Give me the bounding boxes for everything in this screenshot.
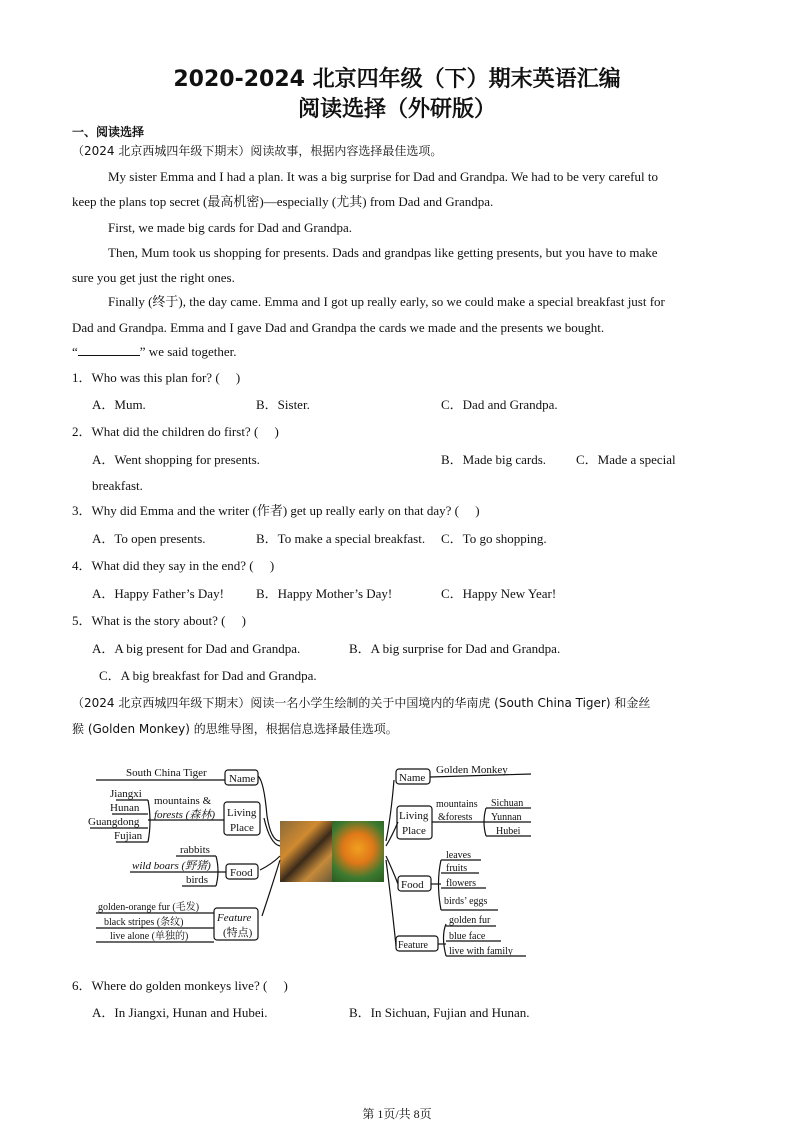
mm-right-feature-label: Feature — [398, 940, 428, 951]
mm-mplace-sichuan: Sichuan — [491, 798, 524, 809]
mm-mfeature-face: blue face — [449, 931, 486, 942]
mm-left-branch-living — [264, 818, 280, 846]
mm-mplace-hubei: Hubei — [496, 826, 521, 837]
question-1: 1．Who was this plan for? ( ) — [72, 370, 241, 385]
mm-left-living-label1: Living — [227, 807, 257, 819]
answer-blank — [78, 343, 140, 356]
q4-option-c: C．Happy New Year! — [441, 586, 557, 601]
mm-place-guangdong: Guangdong — [88, 816, 140, 828]
mm-place-fujian: Fujian — [114, 830, 143, 842]
mm-mfeature-family: live with family — [449, 946, 513, 957]
passage1-paragraph3-cont: sure you get just the right ones. — [72, 270, 235, 285]
quote-tail: ” we said together. — [139, 344, 237, 359]
passage1-quote-line — [72, 343, 237, 361]
question-3: 3．Why did Emma and the writer (作者) get up really early on that day? ( ) — [72, 503, 480, 518]
mm-right-food-label: Food — [401, 879, 424, 891]
q4-option-b: B．Happy Mother’s Day! — [256, 586, 393, 601]
mm-bracket-food — [216, 856, 218, 886]
q6-option-b: B．In Sichuan, Fujian and Hunan. — [349, 1005, 530, 1020]
mm-right-living-label2: Place — [402, 825, 426, 837]
mm-mfeature-fur: golden fur — [449, 915, 491, 926]
mm-mhabitat-2: &forests — [438, 812, 473, 823]
mm-left-name-label: Name — [229, 773, 256, 785]
q1-option-b: B．Sister. — [256, 397, 310, 412]
passage1-paragraph4-cont: Dad and Grandpa. Emma and I gave Dad and Grandpa the cards we made and the presents we bought. — [72, 320, 605, 335]
question-5: 5．What is the story about? ( ) — [72, 613, 247, 628]
document-title: 2020-2024 北京四年级（下）期末英语汇编 — [173, 67, 621, 92]
mm-habitat-1: mountains & — [154, 795, 212, 807]
mm-left-branch-name — [258, 776, 280, 841]
mm-feature-alone: live alone (单独的) — [110, 931, 189, 942]
q3-option-c: C．To go shopping. — [441, 531, 547, 546]
section-heading: 一、阅读选择 — [72, 125, 145, 139]
mm-left-branch-feature — [262, 860, 280, 916]
document-subtitle: 阅读选择（外研版） — [297, 97, 496, 122]
mm-left-food-label: Food — [230, 867, 253, 879]
question-4: 4．What did they say in the end? ( ) — [72, 558, 275, 573]
passage2-source-cont: 猴 (Golden Monkey) 的思维导图，根据信息选择最佳选项。 — [72, 722, 398, 736]
mm-feature-fur: golden-orange fur (毛发) — [98, 902, 200, 913]
passage1-paragraph1: My sister Emma and I had a plan. It was a big surprise for Dad and Grandpa. We had to be very careful to — [108, 169, 658, 184]
mm-mplace-yunnan: Yunnan — [491, 812, 522, 823]
mm-right-branch-feature — [386, 860, 396, 946]
passage2-source: （2024 北京西城四年级下期末）阅读一名小学生绘制的关于中国境内的华南虎 (South China Tiger) 和金丝 — [72, 696, 651, 710]
q2-option-c: C．Made a special — [576, 452, 676, 467]
q3-option-a: A．To open presents. — [92, 531, 206, 546]
mm-bracket-mfeature — [444, 924, 447, 956]
q1-option-c: C．Dad and Grandpa. — [441, 397, 558, 412]
mm-mhabitat-1: mountains — [436, 799, 478, 810]
mm-place-hunan: Hunan — [110, 802, 140, 814]
mm-habitat-2: forests (森林) — [154, 809, 216, 821]
page-footer: 第 1页/共 8页 — [362, 1107, 432, 1121]
q5-option-c: C．A big breakfast for Dad and Grandpa. — [99, 668, 317, 683]
mm-place-jiangxi: Jiangxi — [110, 788, 142, 800]
mm-bracket-mfood — [439, 860, 442, 910]
mm-food-rabbits: rabbits — [180, 844, 210, 856]
mm-mfood-eggs: birds’ eggs — [444, 896, 488, 907]
open-quote: “ — [72, 344, 78, 359]
passage1-paragraph2: First, we made big cards for Dad and Grandpa. — [108, 220, 353, 235]
mm-mfood-flowers: flowers — [446, 878, 476, 889]
mm-right-living-label1: Living — [399, 810, 429, 822]
mm-mfood-leaves: leaves — [446, 850, 471, 861]
mm-food-birds: birds — [186, 874, 208, 886]
q5-option-a: A．A big present for Dad and Grandpa. — [92, 641, 301, 656]
mm-feature-stripes: black stripes (条纹) — [104, 917, 184, 928]
q2-option-c-cont: breakfast. — [92, 478, 143, 493]
mm-mfood-fruits: fruits — [446, 863, 468, 874]
passage1-source: （2024 北京西城四年级下期末）阅读故事，根据内容选择最佳选项。 — [72, 144, 443, 158]
q1-option-a: A．Mum. — [92, 397, 146, 412]
passage1-paragraph4: Finally (终于), the day came. Emma and I got up really early, so we could make a special breakfast just for — [108, 294, 665, 309]
q3-option-b: B．To make a special breakfast. — [256, 531, 426, 546]
mm-bracket-places — [148, 800, 150, 842]
mm-monkey-name: Golden Monkey — [436, 764, 508, 776]
q5-option-b: B．A big surprise for Dad and Grandpa. — [349, 641, 561, 656]
mm-food-wildboars: wild boars (野猪) — [132, 860, 211, 872]
question-6: 6．Where do golden monkeys live? ( ) — [72, 978, 288, 993]
passage1-paragraph3: Then, Mum took us shopping for presents. Dads and grandpas like getting presents, but you have to make — [108, 245, 658, 260]
q2-option-b: B．Made big cards. — [441, 452, 547, 467]
mm-left-feature-label1: Feature — [217, 912, 252, 924]
mm-right-name-label: Name — [399, 772, 426, 784]
passage1-paragraph1-cont: keep the plans top secret (最高机密)—especially (尤其) from Dad and Grandpa. — [72, 194, 494, 209]
mm-left-feature-label2: (特点) — [223, 927, 253, 939]
q2-option-a: A．Went shopping for presents. — [92, 452, 260, 467]
mm-tiger-name: South China Tiger — [126, 767, 207, 779]
question-2: 2．What did the children do first? ( ) — [72, 424, 279, 439]
mm-left-living-label2: Place — [230, 822, 254, 834]
mind-map — [86, 756, 536, 961]
mm-right-branch-name — [386, 780, 394, 841]
q4-option-a: A．Happy Father’s Day! — [92, 586, 224, 601]
q6-option-a: A．In Jiangxi, Hunan and Hubei. — [92, 1005, 268, 1020]
